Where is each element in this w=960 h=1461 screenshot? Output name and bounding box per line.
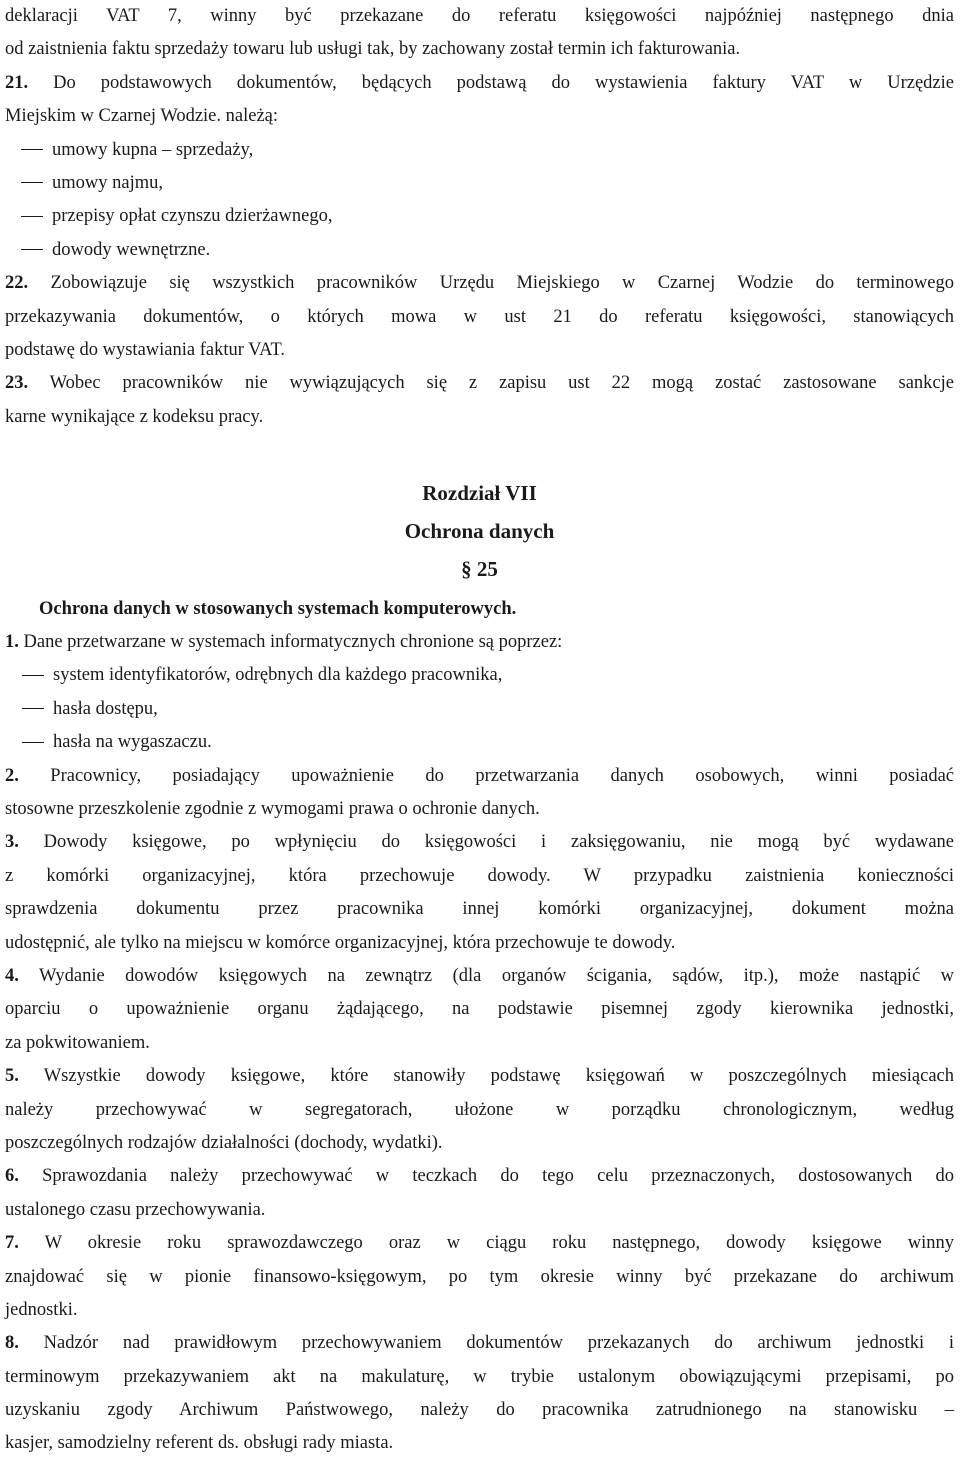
chapter-subtitle: Ochrona danych [404, 519, 555, 544]
point-1-number: 1. [5, 632, 19, 653]
section-spacer [5, 434, 954, 474]
intro-line-1: deklaracji VAT 7, winny być przekazane do referatu księgowości najpóźniej następnego dnia [5, 6, 954, 26]
point-4-line-2: oparciu o upoważnienie organu żądającego, na podstawie pisemnej zgody kierownika jednostki, [5, 999, 954, 1020]
point-5-line-1: 5. Wszystkie dowody księgowe, które stanowiły podstawę księgowań w poszczególnych miesiącach [5, 1066, 954, 1087]
point-8-line-1: 8. Nadzór nad prawidłowym przechowywaniem dokumentów przekazanych do archiwum jednostki i [5, 1333, 954, 1354]
point-3-number: 3. [5, 832, 19, 853]
paragraph-21-line-2: Miejskim w Czarnej Wodzie. należą: [5, 106, 279, 127]
point-5-line-3: poszczególnych rodzajów działalności (dochody, wydatki). [5, 1132, 443, 1153]
dash-bullet [22, 675, 44, 676]
point-5-line-2: należy przechowywać w segregatorach, ułożone w porządku chronologicznym, według [5, 1099, 954, 1120]
section-heading: Ochrona danych w stosowanych systemach komputerowych. [39, 599, 517, 620]
point-7-line-3: jednostki. [5, 1299, 78, 1320]
dash-bullet [21, 216, 43, 217]
point-4-line-3: za pokwitowaniem. [5, 1032, 150, 1053]
paragraph-21-item-2: umowy najmu, [5, 167, 954, 200]
point-3-line-4: udostępnić, ale tylko na miejscu w komórce organizacyjnej, która przechowuje te dowody. [5, 932, 676, 953]
point-7-number: 7. [5, 1233, 19, 1254]
paragraph-22-number: 22. [5, 273, 29, 294]
paragraph-21-line-1 [5, 67, 954, 100]
paragraph-21-item-1: umowy kupna – sprzedaży, [5, 134, 954, 167]
point-6-number: 6. [5, 1166, 19, 1187]
dash-bullet [21, 149, 43, 150]
point-3-line-2: z komórki organizacyjnej, która przechowuje dowody. W przypadku zaistnienia konieczności [5, 865, 954, 886]
point-2-number: 2. [5, 765, 19, 786]
dash-bullet [21, 182, 43, 183]
point-8-line-3: uzyskaniu zgody Archiwum Państwowego, należy do pracownika zatrudnionego na stanowisku – [5, 1400, 954, 1421]
point-8-line-4: kasjer, samodzielny referent ds. obsługi rady miasta. [5, 1433, 394, 1454]
point-3-line-1: 3. Dowody księgowe, po wpłynięciu do księgowości i zaksięgowaniu, nie mogą być wydawane [5, 832, 954, 853]
point-7-line-2: znajdować się w pionie finansowo-księgowym, po tym okresie winny być przekazane do archiwum [5, 1266, 954, 1287]
paragraph-22-line-2: przekazywania dokumentów, o których mowa w ust 21 do referatu księgowości, stanowiących [5, 306, 954, 327]
paragraph-23-line-2: karne wynikające z kodeksu pracy. [5, 406, 264, 427]
paragraph-22-line-3: podstawę do wystawiania faktur VAT. [5, 339, 286, 360]
paragraph-22-line-1: 22. Zobowiązuje się wszystkich pracowników Urzędu Miejskiego w Czarnej Wodzie do terminowego [5, 273, 954, 294]
dash-bullet [21, 249, 43, 250]
point-1-item-1: system identyfikatorów, odrębnych dla każdego pracownika, [5, 659, 954, 692]
point-8-line-2: terminowym przekazywaniem akt na makulaturę, w trybie ustalonym obowiązującymi przepisami, po [5, 1366, 954, 1387]
paragraph-21-item-3: przepisy opłat czynszu dzierżawnego, [5, 200, 954, 233]
point-1-line-1: 1. Dane przetwarzane w systemach informatycznych chronione są poprzez: [5, 632, 563, 653]
paragraph-21-item-4: dowody wewnętrzne. [5, 234, 954, 267]
dash-bullet [22, 708, 44, 709]
dash-bullet [22, 742, 44, 743]
point-6-line-1: 6. Sprawozdania należy przechowywać w teczkach do tego celu przeznaczonych, dostosowanych do [5, 1166, 954, 1187]
paragraph-21-number: 21. [5, 72, 29, 93]
paragraph-23-number: 23. [5, 373, 29, 394]
point-5-number: 5. [5, 1066, 19, 1087]
paragraph-23-line-1: 23. Wobec pracowników nie wywiązujących się z zapisu ust 22 mogą zostać zastosowane sankcje [5, 373, 954, 394]
point-1-item-2: hasła dostępu, [5, 693, 954, 726]
point-1-item-3: hasła na wygaszaczu. [5, 726, 954, 759]
section-number: § 25 [461, 557, 498, 582]
point-7-line-1: 7. W okresie roku sprawozdawczego oraz w ciągu roku następnego, dowody księgowe winny [5, 1233, 954, 1254]
paragraph-21-text-1: Do podstawowych dokumentów, będących podstawą do wystawienia faktury VAT w Urzędzie [28, 72, 954, 93]
intro-line-2: od zaistnienia faktu sprzedaży towaru lub usługi tak, by zachowany został termin ich fakturowania. [5, 39, 741, 60]
point-2-line-1: 2. Pracownicy, posiadający upoważnienie do przetwarzania danych osobowych, winni posiadać [5, 765, 954, 786]
point-3-line-3: sprawdzenia dokumentu przez pracownika innej komórki organizacyjnej, dokument można [5, 899, 954, 920]
point-2-line-2: stosowne przeszkolenie zgodnie z wymogami prawa o ochronie danych. [5, 799, 540, 820]
point-4-line-1: 4. Wydanie dowodów księgowych na zewnątrz (dla organów ścigania, sądów, itp.), może nastąpić w [5, 965, 954, 986]
point-4-number: 4. [5, 965, 19, 986]
chapter-title: Rozdział VII [422, 481, 537, 506]
point-6-line-2: ustalonego czasu przechowywania. [5, 1199, 266, 1220]
point-8-number: 8. [5, 1333, 19, 1354]
